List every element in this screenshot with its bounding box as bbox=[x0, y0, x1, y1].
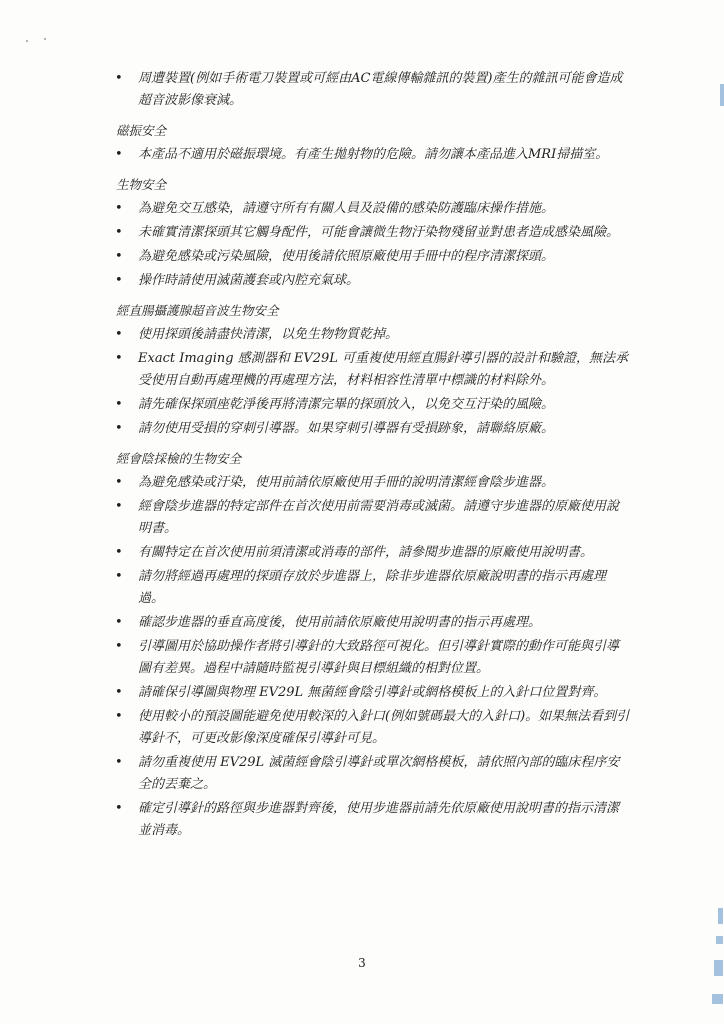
page-number: 3 bbox=[358, 956, 366, 970]
bullet-item bbox=[110, 222, 630, 244]
bullet-text: 有關特定在首次使用前須清潔或消毒的部件，請參閱步進器的原廠使用說明書。 bbox=[138, 545, 594, 560]
bullet-icon: • bbox=[115, 755, 123, 770]
scan-edge-mark bbox=[712, 994, 723, 1004]
bullet-icon: • bbox=[115, 709, 123, 724]
sections-container bbox=[110, 68, 630, 842]
section bbox=[110, 174, 630, 292]
bullet-text: 請勿重複使用 EV29L 滅菌經會陰引導針或單次網格模板，請依照內部的臨床程序安全的丟棄之。 bbox=[138, 755, 620, 792]
section bbox=[110, 120, 630, 166]
bullet-text: 請先確保探頭座乾淨後再將清潔完畢的探頭放入，以免交互汙染的風險。 bbox=[138, 397, 555, 412]
bullet-item bbox=[110, 348, 630, 392]
bullet-icon: • bbox=[115, 273, 123, 288]
bullet-text: 引導圖用於協助操作者將引導針的大致路徑可視化。但引導針實際的動作可能與引導圖有差異。過程中請隨時監視引導針與目標組織的相對位置。 bbox=[138, 639, 620, 676]
bullet-item bbox=[110, 636, 630, 680]
bullet-item bbox=[110, 682, 630, 704]
section bbox=[110, 300, 630, 440]
bullet-icon: • bbox=[115, 225, 123, 240]
bullet-item bbox=[110, 472, 630, 494]
bullet-item bbox=[110, 68, 630, 112]
scan-edge-mark bbox=[718, 908, 723, 924]
bullet-icon: • bbox=[115, 351, 123, 366]
bullet-item bbox=[110, 394, 630, 416]
section-heading: 磁振安全 bbox=[116, 123, 167, 138]
bullet-icon: • bbox=[115, 397, 123, 412]
bullet-icon: • bbox=[115, 801, 123, 816]
bullet-text: 為避免感染或污染風險，使用後請依照原廠使用手冊中的程序清潔探頭。 bbox=[138, 249, 555, 264]
bullet-item bbox=[110, 752, 630, 796]
bullet-text: 請勿將經過再處理的探頭存放於步進器上，除非步進器依原廠說明書的指示再處理過。 bbox=[138, 569, 607, 606]
scan-speck bbox=[44, 38, 46, 40]
bullet-item bbox=[110, 542, 630, 564]
bullet-icon: • bbox=[115, 327, 123, 342]
bullet-text: 確定引導針的路徑與步進器對齊後，使用步進器前請先依原廠使用說明書的指示清潔並消毒。 bbox=[138, 801, 620, 838]
bullet-list bbox=[110, 472, 630, 842]
bullet-text: 請確保引導圖與物理 EV29L 無菌經會陰引導針或網格模板上的入針口位置對齊。 bbox=[138, 685, 607, 700]
bullet-text: Exact Imaging 感測器和 EV29L 可重複使用經直腸針導引器的設計和驗證，無法承受使用自動再處理機的再處理方法，材料相容性清單中標識的材料除外。 bbox=[138, 351, 629, 388]
bullet-item bbox=[110, 418, 630, 440]
bullet-text: 本產品不適用於磁振環境。有產生拋射物的危險。請勿讓本產品進入MRI掃描室。 bbox=[138, 147, 609, 162]
section-heading: 經直腸攝護腺超音波生物安全 bbox=[116, 303, 279, 318]
bullet-icon: • bbox=[115, 685, 123, 700]
bullet-list bbox=[110, 144, 630, 166]
bullet-item bbox=[110, 496, 630, 540]
bullet-icon: • bbox=[115, 639, 123, 654]
bullet-item bbox=[110, 324, 630, 346]
bullet-icon: • bbox=[115, 421, 123, 436]
bullet-item bbox=[110, 198, 630, 220]
bullet-text: 周遭裝置(例如手術電刀裝置或可經由AC電線傳輸雜訊的裝置)產生的雜訊可能會造成超音波影像衰減。 bbox=[138, 71, 623, 108]
section bbox=[110, 68, 630, 112]
section-heading: 生物安全 bbox=[116, 177, 167, 192]
bullet-icon: • bbox=[115, 249, 123, 264]
section bbox=[110, 448, 630, 842]
bullet-text: 為避免交互感染，請遵守所有有關人員及設備的感染防護臨床操作措施。 bbox=[138, 201, 555, 216]
bullet-list bbox=[110, 68, 630, 112]
bullet-item bbox=[110, 144, 630, 166]
bullet-item bbox=[110, 566, 630, 610]
bullet-text: 為避免感染或汙染，使用前請依原廠使用手冊的說明清潔經會陰步進器。 bbox=[138, 475, 555, 490]
bullet-text: 使用較小的預設圖能避免使用較深的入針口(例如號碼最大的入針口)。如果無法看到引導針不，可更改影像深度確保引導針可見。 bbox=[138, 709, 630, 746]
bullet-icon: • bbox=[115, 569, 123, 584]
bullet-text: 操作時請使用滅菌護套或內腔充氣球。 bbox=[138, 273, 360, 288]
bullet-text: 使用探頭後請盡快清潔，以免生物物質乾掉。 bbox=[138, 327, 399, 342]
bullet-item bbox=[110, 706, 630, 750]
scan-edge-mark bbox=[716, 936, 723, 944]
bullet-text: 未確實清潔探頭其它觸身配件，可能會讓微生物汙染物殘留並對患者造成感染風險。 bbox=[138, 225, 620, 240]
bullet-icon: • bbox=[115, 201, 123, 216]
section-heading: 經會陰採檢的生物安全 bbox=[116, 451, 242, 466]
bullet-item bbox=[110, 612, 630, 634]
bullet-list bbox=[110, 198, 630, 292]
bullet-icon: • bbox=[115, 615, 123, 630]
bullet-icon: • bbox=[115, 545, 123, 560]
bullet-text: 請勿使用受損的穿刺引導器。如果穿刺引導器有受損跡象，請聯絡原廠。 bbox=[138, 421, 555, 436]
bullet-list bbox=[110, 324, 630, 440]
scan-edge-mark bbox=[720, 84, 724, 106]
bullet-text: 確認步進器的垂直高度後，使用前請依原廠使用說明書的指示再處理。 bbox=[138, 615, 542, 630]
bullet-item bbox=[110, 798, 630, 842]
bullet-icon: • bbox=[115, 499, 123, 514]
scan-speck bbox=[26, 40, 28, 42]
bullet-icon: • bbox=[115, 475, 123, 490]
bullet-icon: • bbox=[115, 147, 123, 162]
bullet-item bbox=[110, 270, 630, 292]
bullet-text: 經會陰步進器的特定部件在首次使用前需要消毒或滅菌。請遵守步進器的原廠使用說明書。 bbox=[138, 499, 620, 536]
bullet-icon: • bbox=[115, 71, 123, 86]
bullet-item bbox=[110, 246, 630, 268]
document-body bbox=[110, 66, 630, 844]
